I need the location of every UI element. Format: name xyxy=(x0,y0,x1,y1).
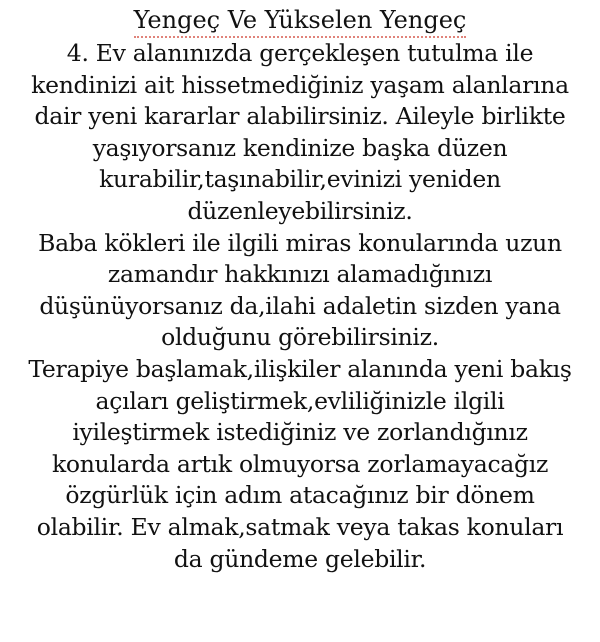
text-line: dair yeni kararlar alabilirsiniz. Aileyle birlikte xyxy=(34,102,566,131)
text-line: düzenleyebilirsiniz. xyxy=(187,196,413,225)
text-line: 4. Ev alanınızda gerçekleşen tutulma ile xyxy=(66,39,534,67)
text-line: iyileştirmek istediğiniz ve zorlandığınız xyxy=(72,418,528,447)
text-line: zamandır hakkınızı alamadığınızı xyxy=(107,260,493,289)
text-line: kendinizi ait hissetmediğiniz yaşam alanlarına xyxy=(31,70,569,99)
document-body xyxy=(6,38,594,575)
text-line: Baba kökleri ile ilgili miras konularında uzun xyxy=(38,228,562,257)
text-line: düşünüyorsanız da,ilahi adaletin sizden yana xyxy=(39,291,561,320)
text-line: olabilir. Ev almak,satmak veya takas konuları xyxy=(36,512,564,541)
document-title: Yengeç Ve Yükselen Yengeç xyxy=(134,4,467,38)
text-line: konularda artık olmuyorsa zorlamayacağız xyxy=(51,449,549,478)
text-line: yaşıyorsanız kendinize başka düzen xyxy=(92,133,508,162)
text-line: özgürlük için adım atacağınız bir dönem xyxy=(65,481,535,510)
text-line: Terapiye başlamak,ilişkiler alanında yeni bakış xyxy=(28,354,572,383)
text-line: da gündeme gelebilir. xyxy=(173,544,427,573)
text-line: açıları geliştirmek,evliliğinizle ilgili xyxy=(95,386,505,415)
text-line: kurabilir,taşınabilir,evinizi yeniden xyxy=(99,165,501,194)
text-line: olduğunu görebilirsiniz. xyxy=(161,323,439,352)
